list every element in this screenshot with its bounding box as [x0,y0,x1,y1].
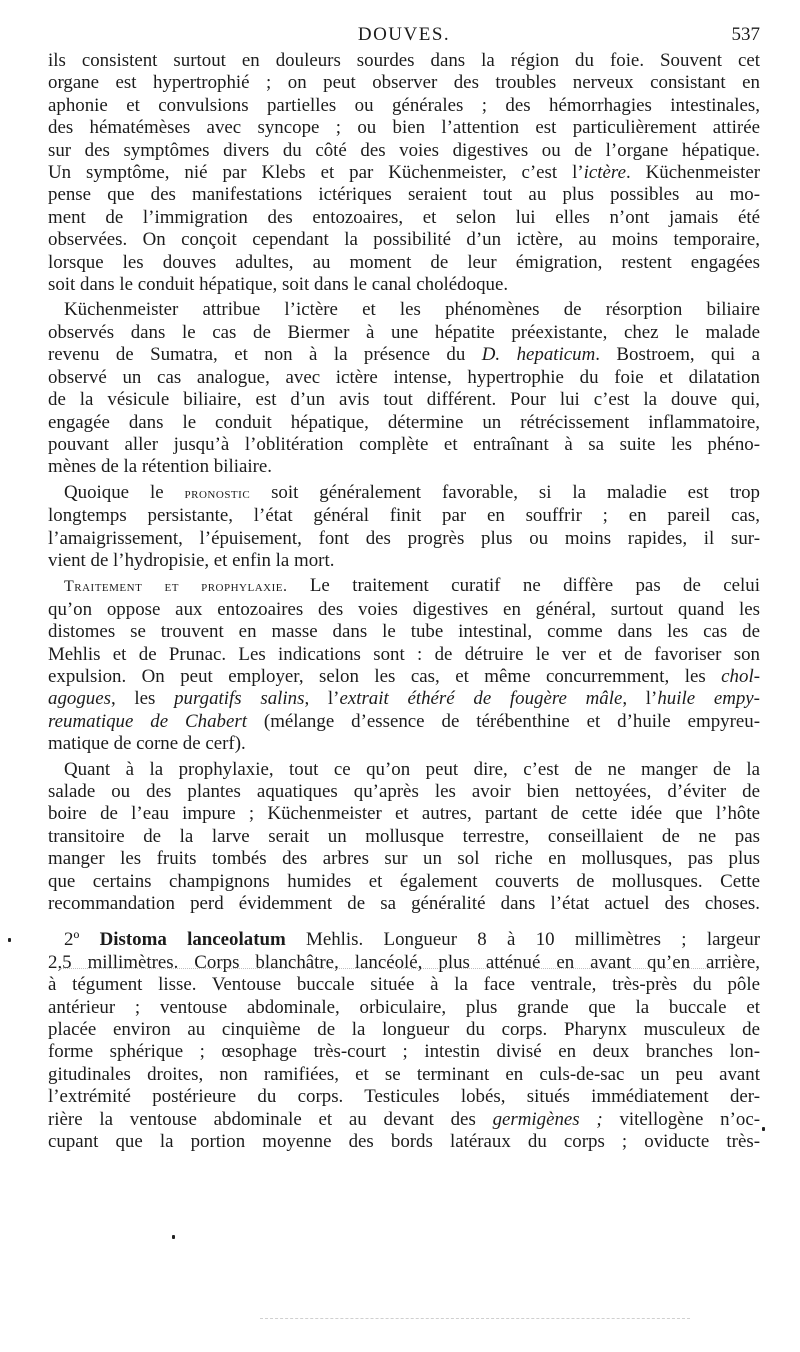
text-line: placée environ au cinquième de la longueur du corps. Pharynx musculeux de [48,1019,760,1041]
text-line: boire de l’eau impure ; Küchenmeister et autres, partant de cette idée que l’hôte [48,803,760,825]
text-line: observé un cas analogue, avec ictère intense, hypertrophie du foie et dilatation [48,366,760,388]
text-fragment: soit généralement favorable, si la maladie est trop [250,481,761,503]
text-line: antérieur ; ventouse abdominale, orbiculaire, plus grande que la buccale et [48,996,760,1018]
text-line: Küchenmeister attribue l’ictère et les phénomènes de résorption biliaire [64,299,760,321]
footer-rule [260,1318,690,1319]
text-line-remedies [48,688,760,710]
italic-term: ictère [583,162,626,184]
italic-term: chol- [721,665,760,687]
text-line: vient de l’hydropisie, et enfin la mort. [48,549,335,571]
text-line: aphonie et convulsions partielles ou générales ; des hémorrhagies intestinales, [48,94,760,116]
text-fragment: Un symptôme, nié par Klebs et par Küchenmeister, c’est l’ [48,162,584,184]
text-line: salade ou des plantes aquatiques qu’après les avoir bien nettoyées, d’éviter de [48,781,760,802]
text-line: engagée dans le conduit hépatique, détermine un rétrécissement inflammatoire, [48,411,760,433]
text-line-heading [48,575,760,598]
text-line: 2,5 millimètres. Corps blanchâtre, lancéolé, plus atténué en avant qu’en arrière, [48,951,760,973]
text-line: Quant à la prophylaxie, tout ce qu’on peut dire, c’est de ne manger de la [64,758,760,780]
italic-term: D. hepaticum [481,344,596,366]
text-fragment: vitellogène n’oc- [602,1108,760,1130]
scan-speck [172,1235,175,1239]
text-line-chol [48,666,760,688]
text-fragment: expulsion. On peut employer, selon les cas, et même concurremment, les [48,665,722,687]
text-fragment: rière la ventouse abdominale et au devant des [48,1108,493,1130]
text-line: organe est hypertrophié ; on peut observer des troubles nerveux consistant en [48,72,760,94]
page-number: 537 [731,24,760,45]
text-line: ment de l’immigration des entozoaires, et selon lui elles n’ont jamais été [48,206,760,228]
text-line-chabert [48,711,760,733]
text-line: pense que des manifestations ictériques seraient tout au plus possibles au mo- [48,184,760,206]
text-line: observées. On conçoit cependant la possibilité d’un ictère, au moins temporaire, [48,229,760,251]
text-line: distomes se trouvent en masse dans le tube intestinal, comme dans les cas de [48,621,760,643]
scan-speck [8,938,11,942]
running-title: DOUVES. [357,24,451,45]
text-line: forme sphérique ; œsophage très-court ; intestin divisé en deux branches lon- [48,1041,760,1063]
italic-term: agogues [48,688,111,710]
text-line: ils consistent surtout en douleurs sourdes dans la région du foie. Souvent cet [48,50,760,71]
paragraph-traitement [48,575,760,755]
italic-term: huile empy- [657,688,760,710]
text-line: recommandation perd évidemment de sa généralité dans l’état actuel des choses. [48,893,760,915]
text-line: que certains champignons humides et également couverts de mollusques. Cette [48,870,760,892]
text-line-germigenes [48,1109,760,1131]
text-line: à tégument lisse. Ventouse buccale située à la face ventrale, très-près du pôle [48,974,760,996]
text-fragment: , les [110,688,175,710]
text-line-hepaticum [48,344,760,366]
text-fragment: revenu de Sumatra, et non à la présence du [48,344,482,366]
text-line: longtemps persistante, l’état général finit par en souffrir ; en pareil cas, [48,505,760,527]
italic-term: reumatique de Chabert [48,710,247,732]
section-number: 2º [64,929,80,951]
text-fragment: Le traitement curatif ne diffère pas de celui [287,575,760,597]
text-fragment: , l’ [622,688,658,710]
species-name: Distoma lanceolatum [99,929,286,951]
italic-term: purgatifs salins [174,688,305,710]
paragraph-symptoms [48,50,760,296]
text-line: l’extrémité postérieure du corps. Testicules lobés, situés immédiatement der- [48,1086,760,1108]
small-caps-term: pronostic [184,484,251,502]
text-line: de la vésicule biliaire, est d’un avis tout différent. Pour lui c’est la douve qui, [48,389,760,411]
scan-speck [762,1127,765,1131]
text-line: lorsque les douves adultes, au moment de leur émigration, restent engagées [48,251,760,273]
text-line: Mehlis et de Prunac. Les indications sont : de détruire le ver et de favoriser son [48,643,760,665]
text-line-species [48,929,760,951]
italic-term: germigènes ; [492,1108,603,1130]
body-text [48,50,760,1154]
italic-term: extrait éthéré de fougère mâle [339,688,623,710]
section-heading: Traitement et prophylaxie. [64,578,288,596]
text-line: matique de corne de cerf). [48,733,246,755]
page-header [48,24,760,48]
section-divider [60,968,740,969]
paragraph-pronostic [48,482,760,573]
text-line: sur des symptômes divers du côté des voies digestives ou de l’organe hépatique. [48,139,760,161]
text-line: qu’on oppose aux entozoaires des voies digestives en général, surtout quand les [48,598,760,620]
paragraph-prophylaxie [48,759,760,916]
paragraph-kuchenmeister [48,299,760,478]
paragraph-distoma-lanceolatum [48,929,760,1153]
text-line-ictere [48,162,760,184]
text-fragment: , l’ [304,688,340,710]
text-fragment: . Küchenmeister [625,162,760,184]
text-line: mènes de la rétention biliaire. [48,456,272,478]
text-line: cupant que la portion moyenne des bords latéraux du corps ; oviducte très- [48,1131,760,1153]
text-line: observés dans le cas de Biermer à une hépatite préexistante, chez le malade [48,321,760,343]
text-line-pronostic [48,482,760,505]
text-line: l’amaigrissement, l’épuisement, font des progrès plus ou moins rapides, il sur- [48,527,760,549]
text-fragment: (mélange d’essence de térébenthine et d’huile empyreu- [246,710,760,732]
text-fragment: . Bostroem, qui a [595,344,760,366]
text-line: gitudinales droites, non ramifiées, et se terminant en culs-de-sac un peu avant [48,1063,760,1085]
text-line: manger les fruits tombés des arbres sur un sol riche en mollusques, pas plus [48,848,760,870]
text-fragment: Quoique le [64,481,185,503]
text-line: des hématémèses avec syncope ; ou bien l’attention est particulièrement attirée [48,117,760,139]
text-line: pouvant aller jusqu’à l’oblitération complète et entraînant à sa suite les phéno- [48,433,760,455]
text-fragment: Mehlis. Longueur 8 à 10 millimètres ; largeur [285,929,760,951]
text-line: transitoire de la larve serait un mollusque terrestre, conseillaient de ne pas [48,825,760,847]
text-line: soit dans le conduit hépatique, soit dans le canal cholédoque. [48,274,509,296]
